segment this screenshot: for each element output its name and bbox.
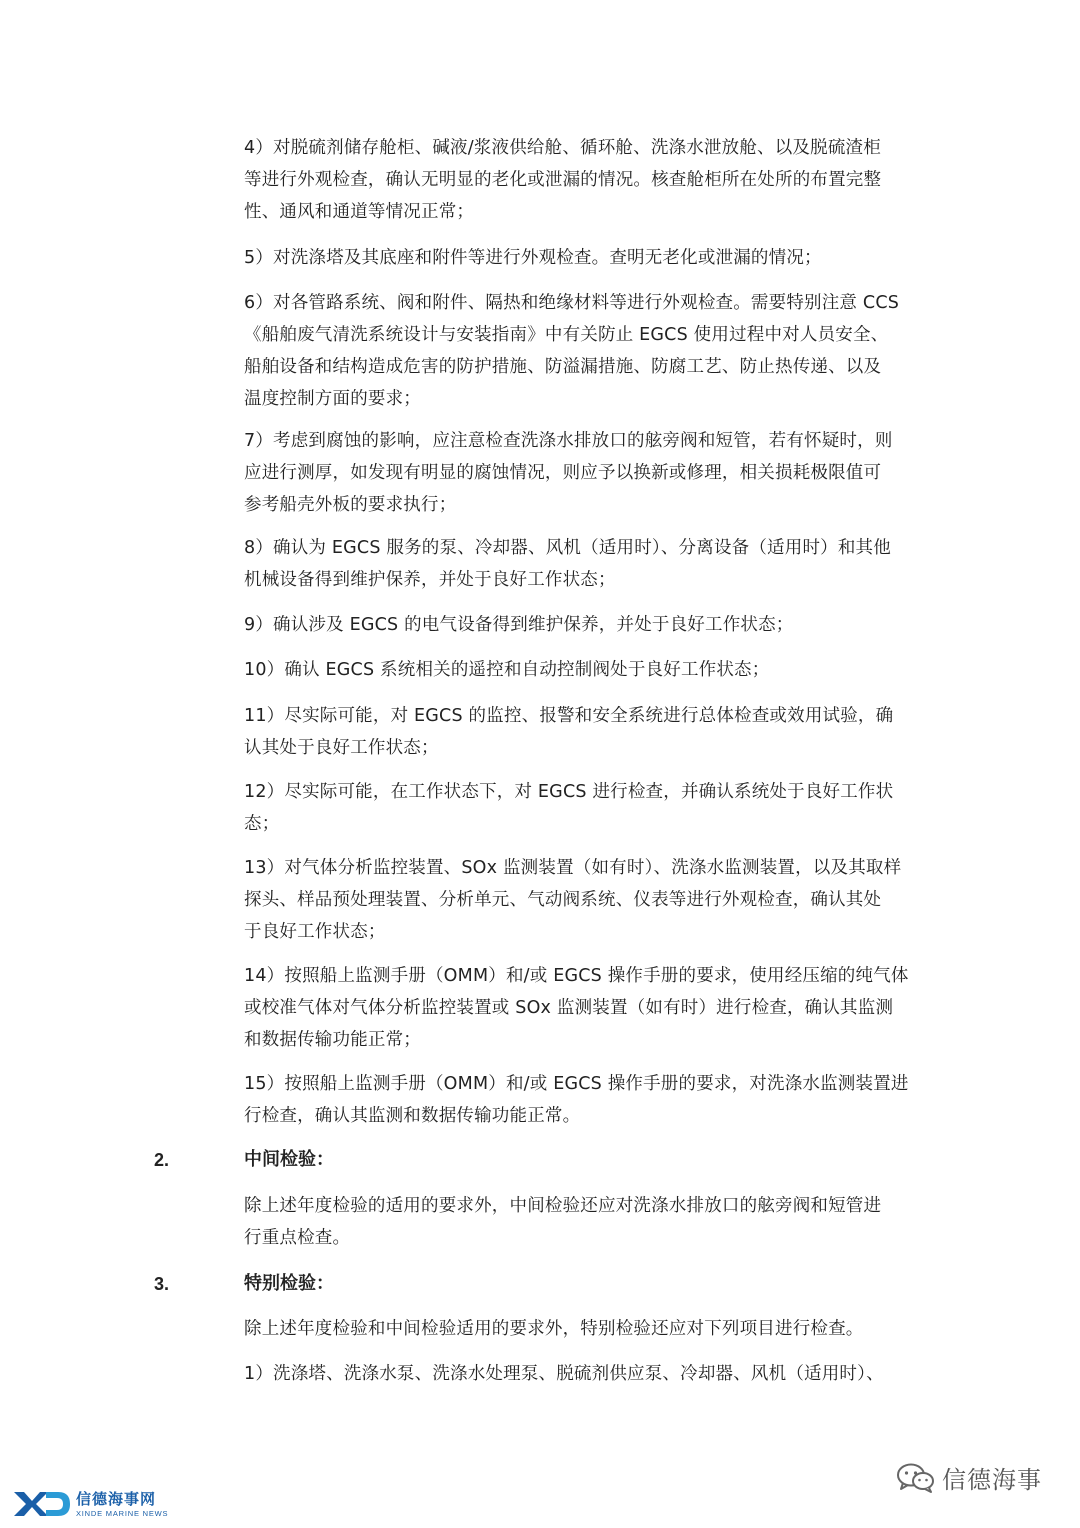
list-item: [244, 776, 944, 840]
section-number: 2.: [154, 1150, 170, 1170]
paragraph-line: 14）按照船上监测手册（OMM）和/或 EGCS 操作手册的要求，使用经压缩的纯气体: [244, 966, 909, 986]
list-item: [244, 287, 944, 415]
wechat-icon: [896, 1462, 936, 1494]
paragraph-line: 机械设备得到维护保养，并处于良好工作状态；: [244, 570, 616, 590]
paragraph-line: 性、通风和通道等情况正常；: [244, 202, 475, 222]
paragraph-line: 于良好工作状态；: [244, 922, 386, 942]
list-item: [244, 700, 944, 764]
xd-logo-icon: [12, 1490, 70, 1518]
paragraph-line: 应进行测厚，如发现有明显的腐蚀情况，则应予以换新或修理，相关损耗极限值可: [244, 463, 882, 483]
paragraph-line: 5）对洗涤塔及其底座和附件等进行外观检查。查明无老化或泄漏的情况；: [244, 248, 822, 268]
paragraph-line: 1）洗涤塔、洗涤水泵、洗涤水处理泵、脱硫剂供应泵、冷却器、风机（适用时）、: [244, 1364, 884, 1384]
list-item: [244, 654, 944, 686]
paragraph-line: 船舶设备和结构造成危害的防护措施、防溢漏措施、防腐工艺、防止热传递、以及: [244, 357, 882, 377]
logo-text-en: XINDE MARINE NEWS: [76, 1509, 169, 1518]
paragraph-line: 认其处于良好工作状态；: [244, 738, 439, 758]
paragraph-line: 态；: [244, 814, 280, 834]
section-title: 中间检验：: [244, 1149, 334, 1170]
section-title: 特别检验：: [244, 1273, 334, 1294]
paragraph-line: 13）对气体分析监控装置、SOx 监测装置（如有时）、洗涤水监测装置，以及其取样: [244, 858, 902, 878]
paragraph-line: 《船舶废气清洗系统设计与安装指南》中有关防止 EGCS 使用过程中对人员安全、: [244, 325, 889, 345]
paragraph-line: 等进行外观检查，确认无明显的老化或泄漏的情况。核查舱柜所在处所的布置完整: [244, 170, 882, 190]
paragraph-line: 或校准气体对气体分析监控装置或 SOx 监测装置（如有时）进行检查，确认其监测: [244, 998, 894, 1018]
paragraph-line: 8）确认为 EGCS 服务的泵、冷却器、风机（适用时）、分离设备（适用时）和其他: [244, 538, 891, 558]
paragraph-line: 9）确认涉及 EGCS 的电气设备得到维护保养，并处于良好工作状态；: [244, 615, 794, 635]
paragraph-line: 15）按照船上监测手册（OMM）和/或 EGCS 操作手册的要求，对洗涤水监测装置进: [244, 1074, 909, 1094]
list-item: [244, 425, 944, 521]
paragraph-line: 6）对各管路系统、阀和附件、隔热和绝缘材料等进行外观检查。需要特别注意 CCS: [244, 293, 900, 313]
list-item: [244, 242, 944, 274]
list-item: [244, 609, 944, 641]
wechat-account-name: 信德海事: [942, 1466, 1042, 1494]
paragraph-line: 参考船壳外板的要求执行；: [244, 495, 457, 515]
paragraph-line: 7）考虑到腐蚀的影响，应注意检查洗涤水排放口的舷旁阀和短管，若有怀疑时，则: [244, 431, 893, 451]
list-item: [244, 960, 944, 1056]
brand-logo: [12, 1488, 182, 1524]
list-item: [244, 532, 944, 596]
list-item: [244, 852, 944, 948]
paragraph-line: 探头、样品预处理装置、分析单元、气动阀系统、仪表等进行外观检查，确认其处: [244, 890, 882, 910]
section-body: [244, 1313, 944, 1345]
list-item: [244, 1358, 944, 1390]
section-body: [244, 1190, 944, 1254]
paragraph-line: 11）尽实际可能，对 EGCS 的监控、报警和安全系统进行总体检查或效用试验，确: [244, 706, 894, 726]
paragraph-line: 10）确认 EGCS 系统相关的遥控和自动控制阀处于良好工作状态；: [244, 660, 770, 680]
paragraph-line: 除上述年度检验的适用的要求外，中间检验还应对洗涤水排放口的舷旁阀和短管进: [244, 1196, 882, 1216]
section-number: 3.: [154, 1274, 170, 1294]
paragraph-line: 12）尽实际可能，在工作状态下，对 EGCS 进行检查，并确认系统处于良好工作状: [244, 782, 894, 802]
list-item: [244, 132, 944, 228]
logo-text-cn: 信德海事网: [76, 1490, 157, 1508]
paragraph-line: 行重点检查。: [244, 1228, 351, 1248]
paragraph-line: 和数据传输功能正常；: [244, 1030, 421, 1050]
paragraph-line: 行检查，确认其监测和数据传输功能正常。: [244, 1106, 581, 1126]
paragraph-line: 除上述年度检验和中间检验适用的要求外，特别检验还应对下列项目进行检查。: [244, 1319, 864, 1339]
list-item: [244, 1068, 944, 1132]
paragraph-line: 4）对脱硫剂储存舱柜、碱液/浆液供给舱、循环舱、洗涤水泄放舱、以及脱硫渣柜: [244, 138, 881, 158]
paragraph-line: 温度控制方面的要求；: [244, 389, 421, 409]
